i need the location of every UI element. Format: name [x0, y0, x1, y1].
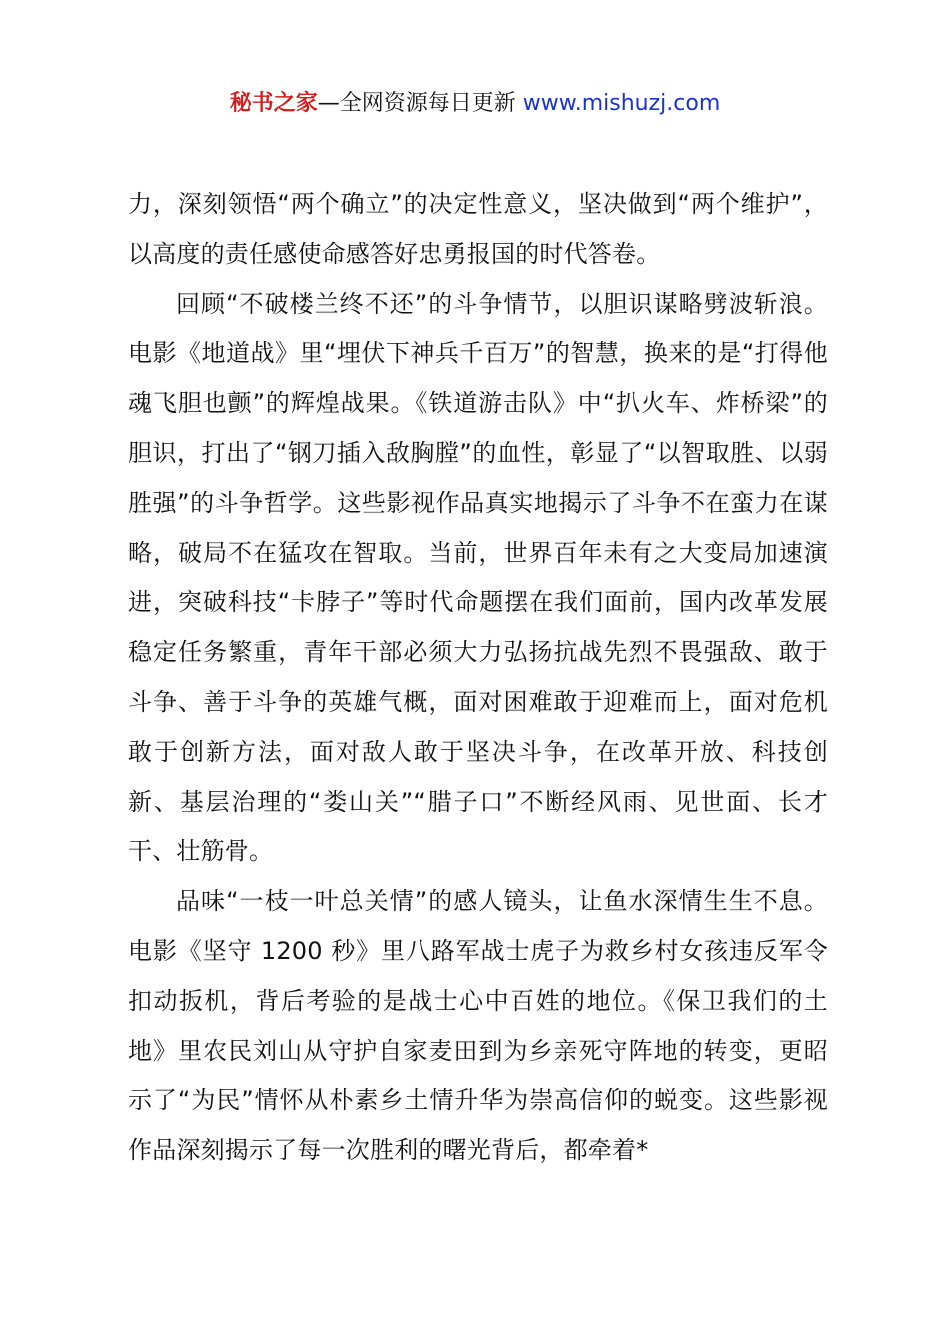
paragraph-people: 品味“一枝一叶总关情”的感人镜头，让鱼水深情生生不息。电影《坚守 1200 秒》里八路军战士虎子为救乡村女孩违反军令扣动扳机，背后考验的是战士心中百姓的地位。《保卫我们的土地》里农民刘山从守护自家麦田到为乡亲死守阵地的转变，更昭示了“为民”情怀从朴素乡土情升华为崇高信仰的蜕变。这些影视作品深刻揭示了每一次胜利的曙光背后，都牵着*: [128, 887, 828, 1165]
article-body: [128, 180, 828, 1176]
website-link[interactable]: www.mishuzj.com: [522, 91, 721, 116]
header-tagline: —全网资源每日更新: [317, 91, 523, 116]
page-header: [0, 88, 950, 120]
paragraph-struggle: 回顾“不破楼兰终不还”的斗争情节，以胆识谋略劈波斩浪。电影《地道战》里“埋伏下神兵千百万”的智慧，换来的是“打得他魂飞胆也颤”的辉煌战果。《铁道游击队》中“扒火车、炸桥梁”的胆识，打出了“钢刀插入敌胸膛”的血性，彰显了“以智取胜、以弱胜强”的斗争哲学。这些影视作品真实地揭示了斗争不在蛮力在谋略，破局不在猛攻在智取。当前，世界百年未有之大变局加速演进，突破科技“卡脖子”等时代命题摆在我们面前，国内改革发展稳定任务繁重，青年干部必须大力弘扬抗战先烈不畏强敌、敢于斗争、善于斗争的英雄气概，面对困难敢于迎难而上，面对危机敢于创新方法，面对敌人敢于坚决斗争，在改革开放、科技创新、基层治理的“娄山关”“腊子口”不断经风雨、见世面、长才干、壮筋骨。: [128, 289, 828, 866]
brand-name: 秘书之家: [229, 91, 318, 116]
paragraph-continuation: 力，深刻领悟“两个确立”的决定性意义，坚决做到“两个维护”，以高度的责任感使命感答好忠勇报国的时代答卷。: [128, 190, 828, 268]
